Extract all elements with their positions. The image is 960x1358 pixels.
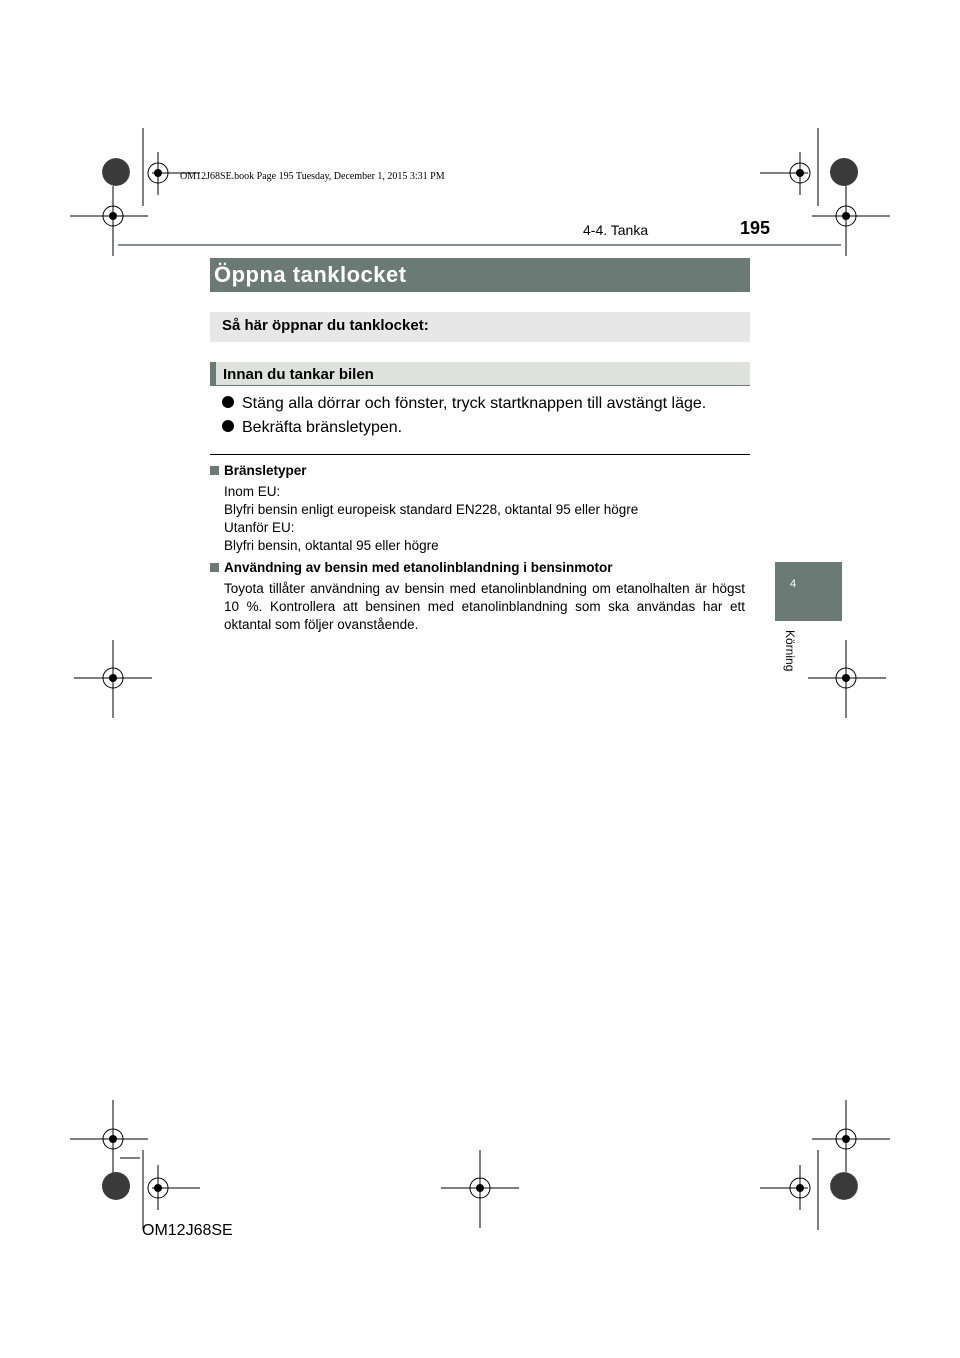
note-heading-text: Användning av bensin med etanolinblandning i bensinmotor [224, 560, 613, 575]
footer-code: OM12J68SE [142, 1222, 233, 1239]
note-heading-text: Bränsletyper [224, 463, 307, 478]
note-heading [210, 463, 307, 478]
square-bullet-icon [210, 563, 219, 572]
page-title: Öppna tanklocket [210, 258, 750, 292]
bullet-icon [222, 420, 234, 432]
note-line: Utanför EU: [224, 520, 295, 535]
bullet-item [222, 419, 402, 437]
note-line: Inom EU: [224, 484, 281, 499]
note-line: Blyfri bensin enligt europeisk standard EN228, oktantal 95 eller högre [224, 502, 639, 517]
section-divider [210, 454, 750, 455]
before-refuel-heading-text: Innan du tankar bilen [223, 366, 374, 383]
header-rule [118, 244, 841, 246]
note-paragraph: Toyota tillåter användning av bensin med etanolinblandning om etanolhalten är högst 10 %. Kontrollera att bensinen med etanolinblandning som ska användas har ett oktantal som följer ovanstående. [224, 581, 745, 632]
chapter-label: Körning [783, 630, 797, 672]
page-number: 195 [740, 218, 771, 238]
book-info-line: OM12J68SE.book Page 195 Tuesday, December 1, 2015 3:31 PM [180, 171, 445, 182]
note-line: Blyfri bensin, oktantal 95 eller högre [224, 538, 439, 553]
page-subtitle: Så här öppnar du tanklocket: [210, 312, 750, 342]
chapter-tab [775, 562, 842, 621]
bullet-icon [222, 396, 234, 408]
square-bullet-icon [210, 466, 219, 475]
bullet-text: Bekräfta bränsletypen. [242, 419, 403, 436]
section-label: 4-4. Tanka [583, 222, 649, 238]
bullet-item [222, 395, 706, 413]
before-refuel-heading [210, 362, 750, 386]
note-heading [210, 560, 613, 575]
chapter-number: 4 [790, 578, 797, 590]
bullet-text: Stäng alla dörrar och fönster, tryck startknappen till avstängt läge. [242, 395, 707, 412]
